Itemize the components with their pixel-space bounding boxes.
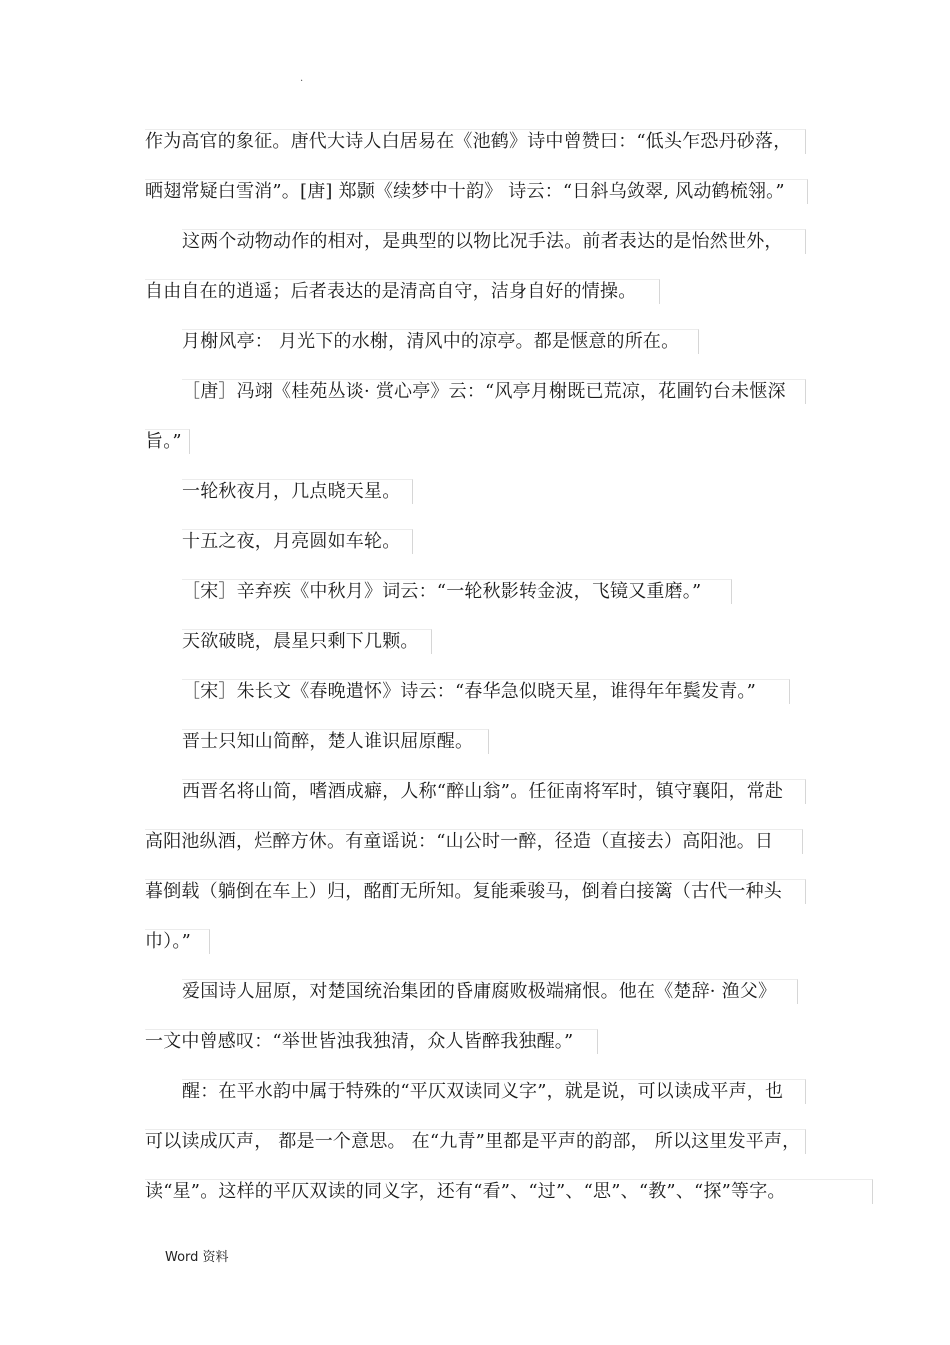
text-line: 十五之夜，月亮圆如车轮。 bbox=[182, 529, 413, 554]
text-line: 暮倒载（躺倒在车上）归，酩酊无所知。复能乘骏马，倒着白接篱（古代一种头 bbox=[145, 879, 806, 904]
text-line: 可以读成仄声， 都是一个意思。 在“九青”里都是平声的韵部， 所以这里发平声， bbox=[145, 1129, 806, 1154]
text-line: 爱国诗人屈原，对楚国统治集团的昏庸腐败极端痛恨。他在《楚辞· 渔父》 bbox=[182, 979, 798, 1004]
header-mark: . bbox=[300, 73, 304, 84]
text-line: 天欲破晓，晨星只剩下几颗。 bbox=[182, 629, 432, 654]
text-line: 月榭风亭： 月光下的水榭，清风中的凉亭。都是惬意的所在。 bbox=[182, 329, 699, 354]
text-line: 巾）。” bbox=[145, 929, 210, 954]
text-line: 一文中曾感叹：“举世皆浊我独清，众人皆醉我独醒。” bbox=[145, 1029, 598, 1054]
text-line: ［宋］朱长文《春晚遣怀》诗云：“春华急似晓天星，谁得年年鬓发青。” bbox=[182, 679, 790, 704]
text-line: ［唐］冯翊《桂苑丛谈· 赏心亭》云：“风亭月榭既已荒凉，花圃钓台未惬深 bbox=[182, 379, 806, 404]
text-line: 读“星”。这样的平仄双读的同义字，还有“看”、“过”、“思”、“教”、“探”等字。 bbox=[145, 1179, 873, 1204]
text-line: 一轮秋夜月，几点晓天星。 bbox=[182, 479, 413, 504]
footer-label: Word 资料 bbox=[165, 1250, 229, 1265]
text-line: 西晋名将山简，嗜酒成癖，人称“醉山翁”。任征南将军时，镇守襄阳，常赴 bbox=[182, 779, 806, 804]
text-line: 高阳池纵酒，烂醉方休。有童谣说：“山公时一醉，径造（直接去）高阳池。日 bbox=[145, 829, 803, 854]
text-line: 晋士只知山简醉，楚人谁识屈原醒。 bbox=[182, 729, 489, 754]
text-line: ［宋］辛弃疾《中秋月》词云：“一轮秋影转金波，飞镜又重磨。” bbox=[182, 579, 732, 604]
text-line: 作为高官的象征。唐代大诗人白居易在《池鹤》诗中曾赞曰：“低头乍恐丹砂落， bbox=[145, 129, 806, 154]
text-line: 晒翅常疑白雪消”。[唐] 郑颢《续梦中十韵》 诗云：“日斜乌敛翠, 风动鹤梳翎。” bbox=[145, 179, 808, 204]
text-line: 旨。” bbox=[145, 429, 190, 454]
text-line: 这两个动物动作的相对，是典型的以物比况手法。前者表达的是怡然世外， bbox=[182, 229, 806, 254]
text-line: 自由自在的逍遥；后者表达的是清高自守，洁身自好的情操。 bbox=[145, 279, 660, 304]
text-line: 醒：在平水韵中属于特殊的“平仄双读同义字”，就是说，可以读成平声，也 bbox=[182, 1079, 806, 1104]
